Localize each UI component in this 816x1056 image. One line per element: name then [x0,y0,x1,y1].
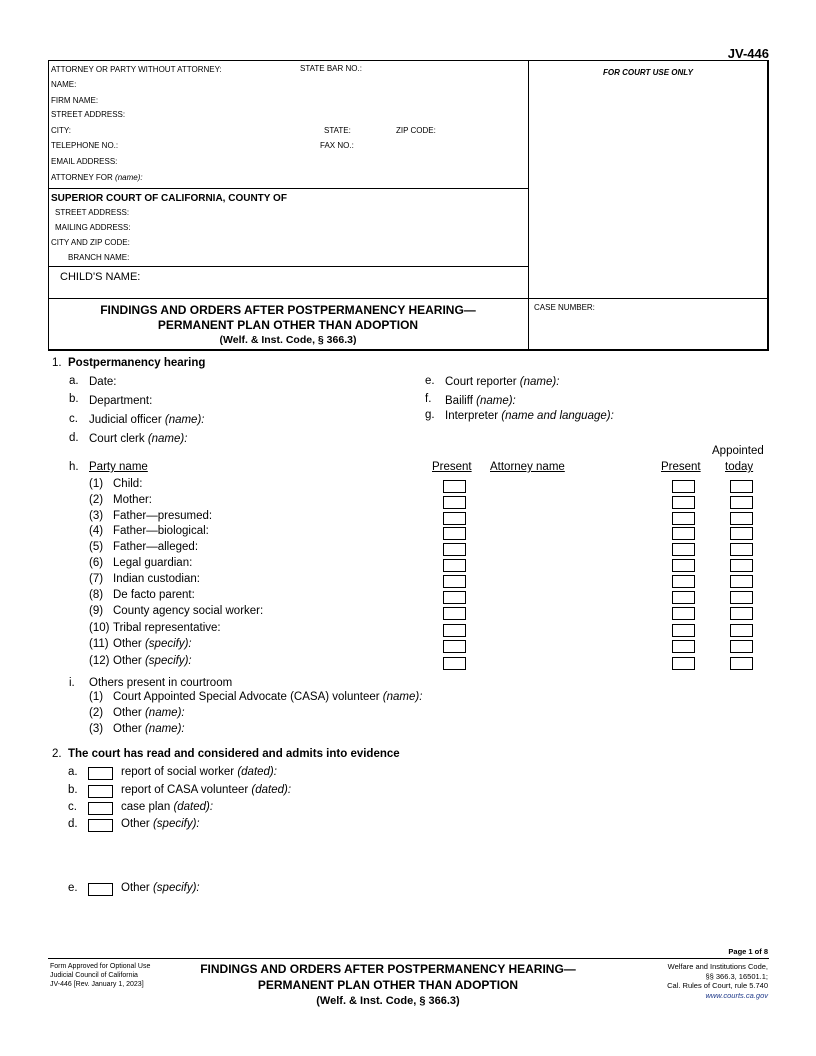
appointed-today-header: today [725,461,754,473]
s1g-interpreter-label: Interpreter (name and language): [445,410,614,422]
party-row-label: Father—biological: [113,525,209,537]
appointed-today-checkbox[interactable] [730,624,753,637]
courts-link[interactable]: www.courts.ca.gov [705,990,768,1000]
evidence-letter: d. [68,818,78,830]
s1-num: 1. [52,357,62,369]
divider-attorney [48,188,528,189]
evidence-checkbox[interactable] [88,883,113,896]
party-row-label: Indian custodian: [113,573,200,585]
form-title: FINDINGS AND ORDERS AFTER POSTPERMANENCY HEARING— PERMANENT PLAN OTHER THAN ADOPTION (Welf. & Inst. Code, § 366.3) [100,303,476,346]
evidence-letter: e. [68,882,78,894]
name-label: NAME: [51,80,77,89]
party-row-label: Mother: [113,494,152,506]
evidence-label: Other (specify): [121,882,200,894]
s1i-label: Others present in courtroom [89,677,233,689]
party-row-number: (3) [89,510,104,522]
attorney-present-checkbox[interactable] [672,527,695,540]
party-row-number: (2) [89,494,104,506]
court-mailing-label: MAILING ADDRESS: [55,223,131,232]
appointed-header: Appointed [712,445,764,457]
street-label: STREET ADDRESS: [51,110,126,119]
attorney-present-checkbox[interactable] [672,575,695,588]
evidence-label: case plan (dated): [121,801,214,813]
header-divider [528,60,529,351]
footer-left: Form Approved for Optional Use Judicial Council of California JV-446 [Rev. January 1, 2023] [50,963,151,988]
present-header: Present [432,461,472,473]
party-present-checkbox[interactable] [443,624,466,637]
s1b-department-label: Department: [89,395,153,407]
attorney-present-checkbox[interactable] [672,496,695,509]
attorney-present-checkbox[interactable] [672,607,695,620]
firm-label: FIRM NAME: [51,96,99,105]
appointed-today-checkbox[interactable] [730,543,753,556]
court-use-label: FOR COURT USE ONLY [603,68,693,77]
footer-rule [48,958,769,959]
attorney-name-header: Attorney name [490,461,565,473]
appointed-today-checkbox[interactable] [730,512,753,525]
party-row-number: (11) [89,638,109,650]
attorney-present-checkbox[interactable] [672,657,695,670]
party-row-number: (7) [89,573,104,585]
appointed-today-checkbox[interactable] [730,480,753,493]
party-row-label: Other (specify): [113,655,192,667]
s1f-bailiff-label: Bailiff (name): [445,395,516,407]
s1c-judicial-officer-label: Judicial officer (name): [89,414,205,426]
s1b-letter: b. [69,393,79,405]
party-row-number: (12) [89,655,110,667]
state-bar-label: STATE BAR NO.: [300,64,362,73]
evidence-letter: b. [68,784,78,796]
court-street-label: STREET ADDRESS: [55,208,130,217]
s1-title: Postpermanency hearing [68,357,206,369]
attorney-present-checkbox[interactable] [672,480,695,493]
evidence-label: Other (specify): [121,818,200,830]
zip-label: ZIP CODE: [396,126,436,135]
others-row-label: Other (name): [113,707,185,719]
telephone-label: TELEPHONE NO.: [51,141,119,150]
party-row-number: (8) [89,589,104,601]
s1a-letter: a. [69,375,79,387]
child-name-label: CHILD'S NAME: [60,271,141,283]
court-city-label: CITY AND ZIP CODE: [51,238,130,247]
party-row-number: (1) [89,478,104,490]
party-row-label: County agency social worker: [113,605,264,617]
party-row-number: (5) [89,541,104,553]
s1f-letter: f. [425,393,432,405]
city-label: CITY: [51,126,72,135]
party-present-checkbox[interactable] [443,575,466,588]
party-present-checkbox[interactable] [443,480,466,493]
evidence-checkbox[interactable] [88,785,113,798]
others-row-label: Court Appointed Special Advocate (CASA) volunteer (name): [113,691,423,703]
s2-num: 2. [52,748,62,760]
party-row-label: Other (specify): [113,638,192,650]
case-number-label: CASE NUMBER: [534,303,595,312]
party-present-checkbox[interactable] [443,559,466,572]
attorney-present-checkbox[interactable] [672,543,695,556]
court-branch-label: BRANCH NAME: [68,253,130,262]
party-row-number: (4) [89,525,104,537]
party-present-checkbox[interactable] [443,512,466,525]
party-row-label: De facto parent: [113,589,195,601]
party-row-label: Father—alleged: [113,541,199,553]
party-row-number: (6) [89,557,104,569]
footer-right: Welfare and Institutions Code, §§ 366.3, 16501.1; Cal. Rules of Court, rule 5.740 www.courts.ca.gov [667,962,768,1000]
appointed-today-checkbox[interactable] [730,496,753,509]
party-row-label: Tribal representative: [113,622,221,634]
appointed-today-checkbox[interactable] [730,575,753,588]
appointed-today-checkbox[interactable] [730,607,753,620]
s1c-letter: c. [69,413,78,425]
s1e-court-reporter-label: Court reporter (name): [445,376,560,388]
attorney-present-checkbox[interactable] [672,591,695,604]
state-label: STATE: [324,126,351,135]
evidence-letter: c. [68,801,77,813]
party-present-checkbox[interactable] [443,496,466,509]
s1d-letter: d. [69,432,79,444]
s1e-letter: e. [425,375,435,387]
attorney-present-checkbox[interactable] [672,624,695,637]
evidence-checkbox[interactable] [88,819,113,832]
appointed-today-checkbox[interactable] [730,640,753,653]
party-present-checkbox[interactable] [443,607,466,620]
evidence-label: report of CASA volunteer (dated): [121,784,292,796]
attorney-present-header: Present [661,461,701,473]
attorney-label: ATTORNEY OR PARTY WITHOUT ATTORNEY: [51,65,222,74]
attorney-for-label: ATTORNEY FOR (name): [51,173,143,182]
attorney-present-checkbox[interactable] [672,512,695,525]
party-present-checkbox[interactable] [443,527,466,540]
s1d-court-clerk-label: Court clerk (name): [89,433,188,445]
attorney-present-checkbox[interactable] [672,640,695,653]
others-row-number: (3) [89,723,104,735]
appointed-today-checkbox[interactable] [730,591,753,604]
form-id: JV-446 [727,46,769,61]
evidence-checkbox[interactable] [88,802,113,815]
others-row-number: (2) [89,707,104,719]
court-title: SUPERIOR COURT OF CALIFORNIA, COUNTY OF [51,193,287,204]
divider-title [48,298,769,299]
attorney-present-checkbox[interactable] [672,559,695,572]
page-number: Page 1 of 8 [728,947,768,956]
party-present-checkbox[interactable] [443,543,466,556]
party-present-checkbox[interactable] [443,657,466,670]
s2-title: The court has read and considered and admits into evidence [68,748,400,760]
party-row-number: (10) [89,622,110,634]
others-row-number: (1) [89,691,104,703]
evidence-label: report of social worker (dated): [121,766,277,778]
s1i-letter: i. [69,677,75,689]
email-label: EMAIL ADDRESS: [51,157,118,166]
fax-label: FAX NO.: [320,141,354,150]
party-present-checkbox[interactable] [443,640,466,653]
party-row-number: (9) [89,605,104,617]
footer-title: FINDINGS AND ORDERS AFTER POSTPERMANENCY HEARING— PERMANENT PLAN OTHER THAN ADOPTION (Welf. & Inst. Code, § 366.3) [200,962,576,1007]
others-row-label: Other (name): [113,723,185,735]
evidence-checkbox[interactable] [88,767,113,780]
party-row-label: Legal guardian: [113,557,193,569]
s1g-letter: g. [425,409,435,421]
party-row-label: Child: [113,478,143,490]
s1a-date-label: Date: [89,376,117,388]
appointed-today-checkbox[interactable] [730,527,753,540]
divider-court [48,266,528,267]
party-row-label: Father—presumed: [113,510,213,522]
party-present-checkbox[interactable] [443,591,466,604]
s1h-letter: h. [69,461,79,473]
appointed-today-checkbox[interactable] [730,559,753,572]
party-name-header: Party name [89,461,148,473]
evidence-letter: a. [68,766,78,778]
appointed-today-checkbox[interactable] [730,657,753,670]
